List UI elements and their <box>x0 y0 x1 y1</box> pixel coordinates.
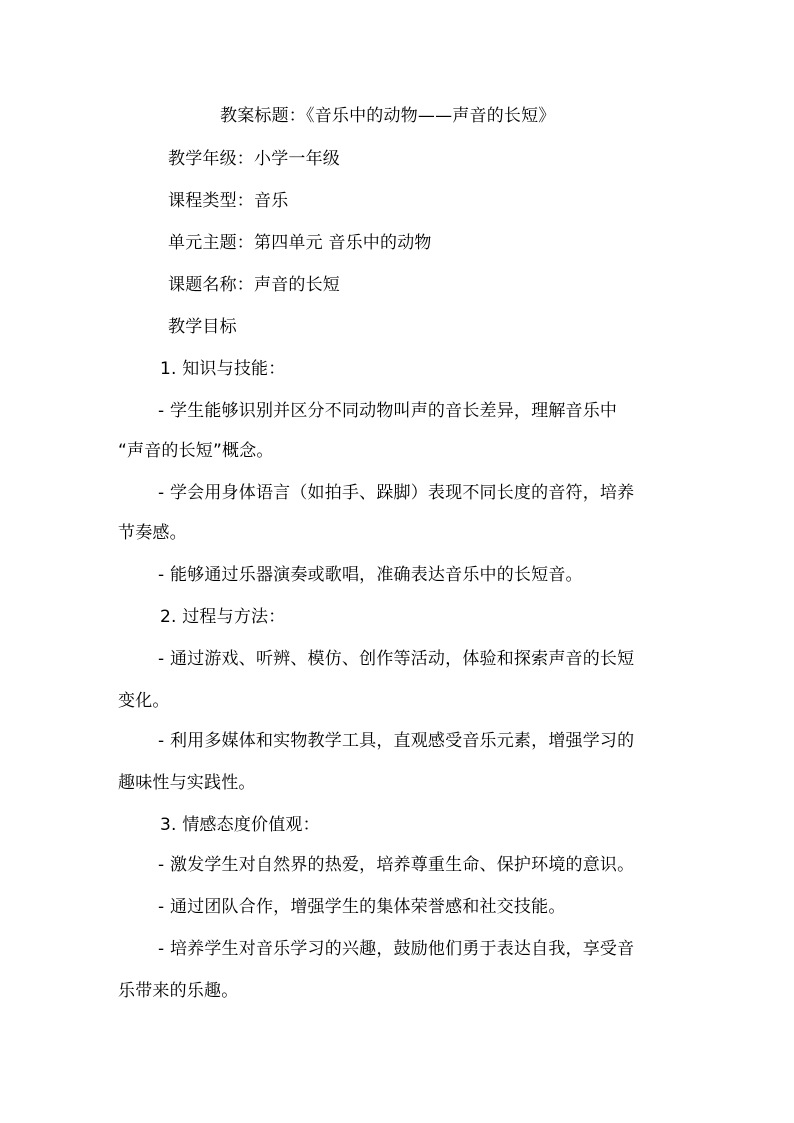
process-line-3: - 利用多媒体和实物教学工具，直观感受音乐元素，增强学习的 <box>158 731 635 751</box>
knowledge-line-1: - 学生能够识别并区分不同动物叫声的音长差异，理解音乐中 <box>158 401 618 421</box>
page-title: 教案标题：《音乐中的动物——声音的长短》 <box>220 106 556 126</box>
process-line-4: 趣味性与实践性。 <box>118 773 256 793</box>
knowledge-line-5: - 能够通过乐器演奏或歌唱，准确表达音乐中的长短音。 <box>158 565 583 585</box>
section-heading-process-methods: 2. 过程与方法： <box>160 607 286 627</box>
section-heading-emotion-values: 3. 情感态度价值观： <box>160 815 320 835</box>
meta-course-type: 课程类型：音乐 <box>168 191 289 211</box>
section-heading-knowledge-skills: 1. 知识与技能： <box>160 359 286 379</box>
meta-teaching-goals-heading: 教学目标 <box>168 317 237 337</box>
meta-lesson-name: 课题名称：声音的长短 <box>168 275 340 295</box>
meta-grade: 教学年级：小学一年级 <box>168 149 340 169</box>
process-line-1: - 通过游戏、听辨、模仿、创作等活动，体验和探索声音的长短 <box>158 649 635 669</box>
emotion-line-2: - 通过团队合作，增强学生的集体荣誉感和社交技能。 <box>158 897 566 917</box>
meta-unit-theme: 单元主题：第四单元 音乐中的动物 <box>168 233 432 253</box>
process-line-2: 变化。 <box>118 691 170 711</box>
emotion-line-3: - 培养学生对音乐学习的兴趣，鼓励他们勇于表达自我，享受音 <box>158 939 635 959</box>
emotion-line-4: 乐带来的乐趣。 <box>118 981 239 1001</box>
knowledge-line-4: 节奏感。 <box>118 523 187 543</box>
emotion-line-1: - 激发学生对自然界的热爱，培养尊重生命、保护环境的意识。 <box>158 855 635 875</box>
knowledge-line-2: “声音的长短”概念。 <box>118 441 274 461</box>
knowledge-line-3: - 学会用身体语言（如拍手、跺脚）表现不同长度的音符，培养 <box>158 483 635 503</box>
